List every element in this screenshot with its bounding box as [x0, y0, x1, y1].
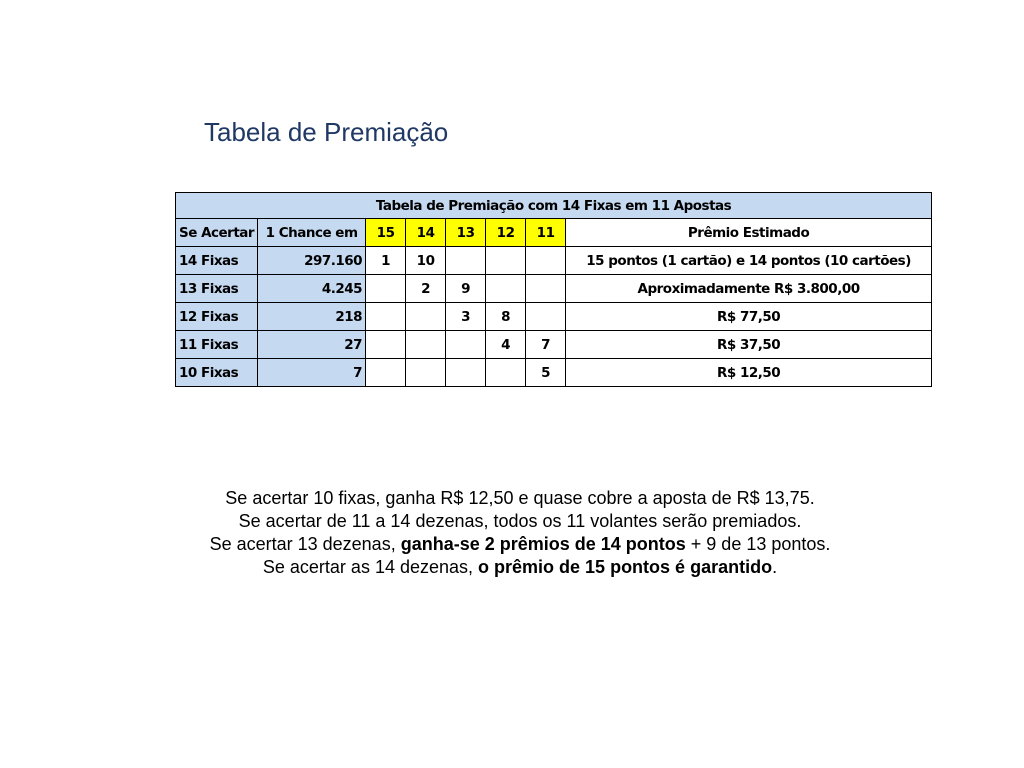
note-text-end: . [772, 557, 778, 577]
note-line [150, 556, 890, 579]
row-chance: 7 [258, 359, 366, 387]
row-count-11: 5 [526, 359, 566, 387]
row-chance: 27 [258, 331, 366, 359]
header-points-13: 13 [446, 219, 486, 247]
table-row [176, 303, 932, 331]
row-chance: 218 [258, 303, 366, 331]
row-count-12 [486, 275, 526, 303]
row-hit: 13 Fixas [176, 275, 258, 303]
note-line [150, 487, 890, 510]
note-bold-text: ganha-se 2 prêmios de 14 pontos [400, 534, 686, 554]
row-count-15: 1 [366, 247, 406, 275]
row-count-13: 9 [446, 275, 486, 303]
note-line [150, 510, 890, 533]
row-prize: 15 pontos (1 cartão) e 14 pontos (10 cartões) [566, 247, 932, 275]
row-count-11 [526, 303, 566, 331]
row-count-12 [486, 359, 526, 387]
row-prize: R$ 77,50 [566, 303, 932, 331]
note-text-end: + 9 de 13 pontos. [685, 534, 831, 554]
row-count-13: 3 [446, 303, 486, 331]
row-chance: 297.160 [258, 247, 366, 275]
header-points-11: 11 [526, 219, 566, 247]
row-count-14 [406, 303, 446, 331]
row-hit: 10 Fixas [176, 359, 258, 387]
note-bold-text: o prêmio de 15 pontos é garantido [478, 557, 773, 577]
header-points-15: 15 [366, 219, 406, 247]
table-row [176, 247, 932, 275]
header-hit: Se Acertar [176, 219, 258, 247]
row-count-14: 10 [406, 247, 446, 275]
note-text: Se acertar 10 fixas, ganha R$ 12,50 e quase cobre a aposta de R$ 13,75. [225, 488, 815, 508]
row-count-12: 4 [486, 331, 526, 359]
row-hit: 12 Fixas [176, 303, 258, 331]
row-count-12: 8 [486, 303, 526, 331]
header-prize: Prêmio Estimado [566, 219, 932, 247]
row-count-13 [446, 359, 486, 387]
table-header-row [176, 219, 932, 247]
page-title: Tabela de Premiação [204, 117, 449, 147]
row-prize: Aproximadamente R$ 3.800,00 [566, 275, 932, 303]
row-hit: 11 Fixas [176, 331, 258, 359]
row-hit: 14 Fixas [176, 247, 258, 275]
row-count-15 [366, 275, 406, 303]
row-count-11: 7 [526, 331, 566, 359]
note-text: Se acertar de 11 a 14 dezenas, todos os 11 volantes serão premiados. [238, 511, 802, 531]
prize-table [175, 192, 932, 387]
row-prize: R$ 12,50 [566, 359, 932, 387]
table-row [176, 359, 932, 387]
row-count-13 [446, 247, 486, 275]
row-count-12 [486, 247, 526, 275]
header-points-12: 12 [486, 219, 526, 247]
table-caption-row [176, 193, 932, 219]
note-line [150, 533, 890, 556]
row-count-14 [406, 331, 446, 359]
table-row [176, 275, 932, 303]
row-count-15 [366, 303, 406, 331]
notes-block [150, 487, 890, 579]
row-count-11 [526, 247, 566, 275]
note-text: Se acertar as 14 dezenas, [262, 557, 479, 577]
row-count-14 [406, 359, 446, 387]
header-points-14: 14 [406, 219, 446, 247]
row-count-14: 2 [406, 275, 446, 303]
table-caption: Tabela de Premiação com 14 Fixas em 11 Apostas [176, 193, 932, 219]
row-chance: 4.245 [258, 275, 366, 303]
row-count-13 [446, 331, 486, 359]
note-text: Se acertar 13 dezenas, [209, 534, 401, 554]
row-count-15 [366, 331, 406, 359]
row-count-15 [366, 359, 406, 387]
table-row [176, 331, 932, 359]
row-prize: R$ 37,50 [566, 331, 932, 359]
header-chance: 1 Chance em [258, 219, 366, 247]
row-count-11 [526, 275, 566, 303]
